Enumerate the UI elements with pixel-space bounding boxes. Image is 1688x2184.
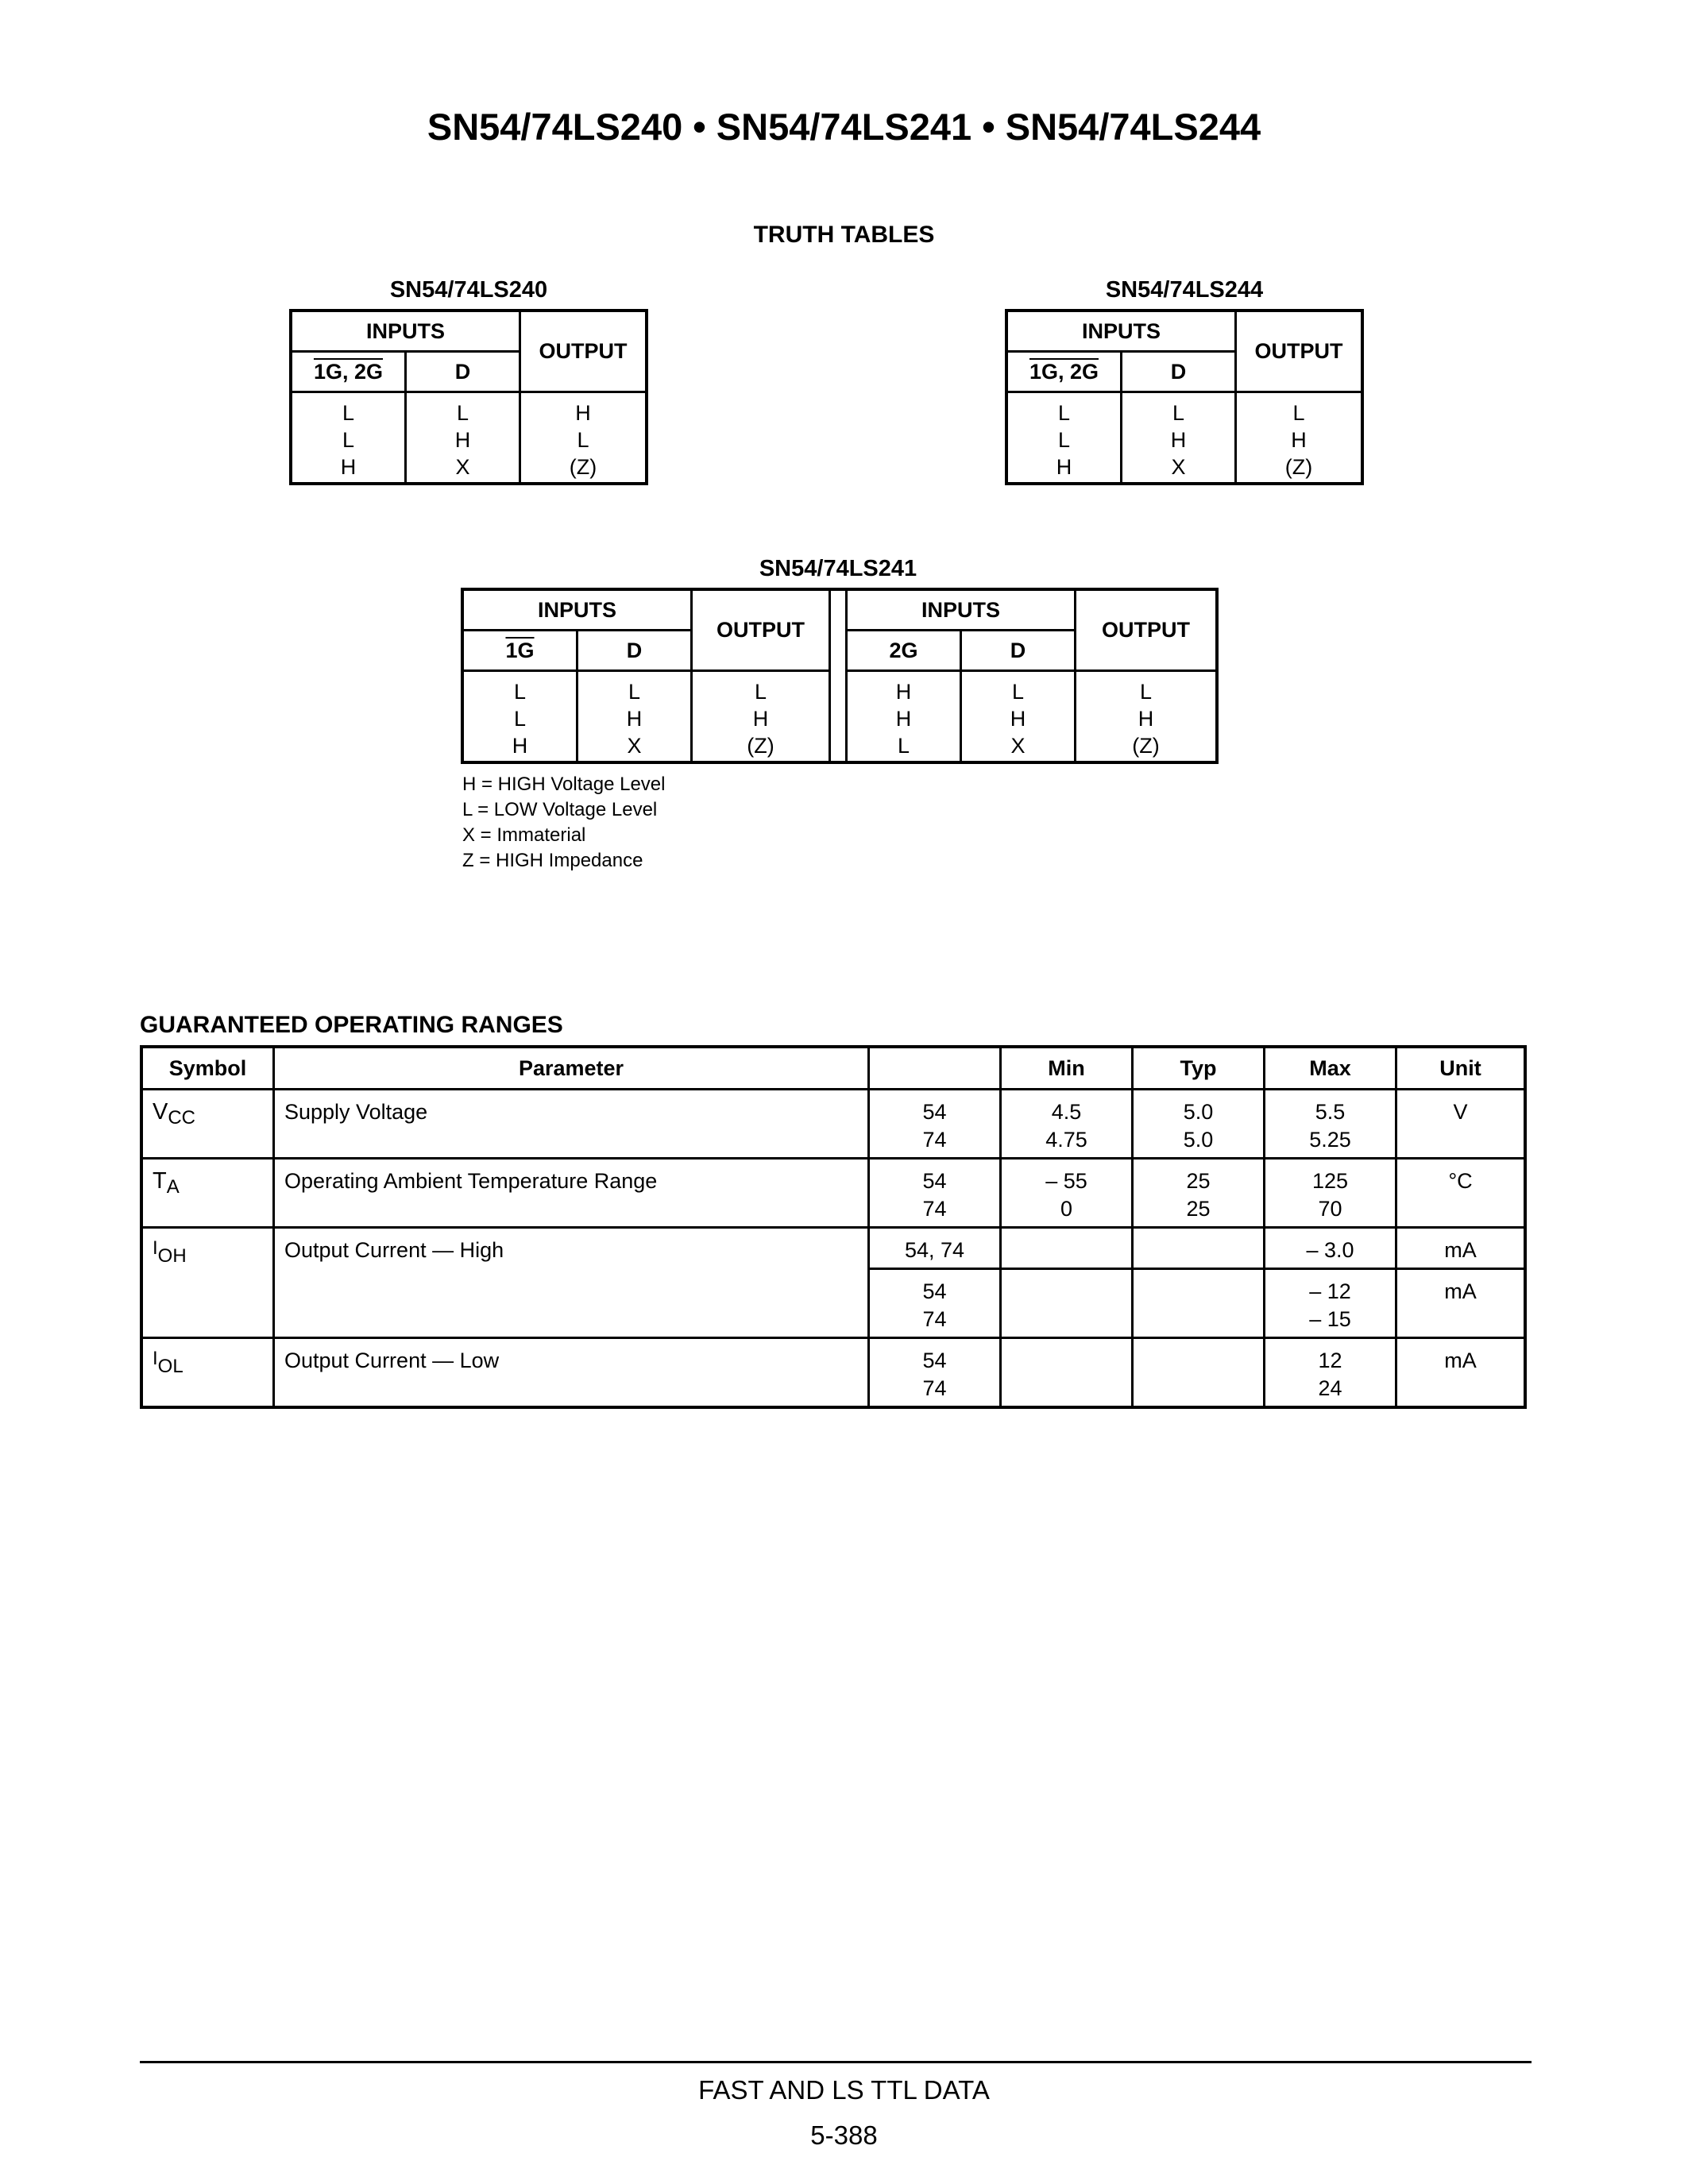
ls244-output-header: OUTPUT (1236, 311, 1363, 392)
cell: (Z) (569, 455, 597, 479)
parameter-cell: Operating Ambient Temperature Range (274, 1159, 869, 1228)
device-cell (869, 1269, 1001, 1338)
cell: 25 (1186, 1169, 1211, 1193)
ls241-table-title: SN54/74LS241 (759, 556, 917, 581)
cell: L (754, 680, 767, 704)
ls244-data-header: D (1122, 352, 1236, 392)
cell: 54 (922, 1279, 947, 1303)
cell: 74 (922, 1128, 947, 1152)
ls240-table-title: SN54/74LS240 (389, 277, 548, 303)
device-cell (869, 1338, 1001, 1408)
ls241-left-inputs-header: INPUTS (462, 589, 692, 631)
min-cell (1001, 1228, 1133, 1269)
cell: L (1057, 428, 1071, 452)
cell: 54 (922, 1100, 947, 1124)
ls241-left-data-column (577, 671, 692, 763)
ls240-truth-table (289, 309, 648, 485)
cell: 125 (1311, 1169, 1349, 1193)
cell: 74 (922, 1307, 947, 1331)
cell: H (1010, 707, 1026, 731)
cell: X (1010, 734, 1026, 758)
device-cell (869, 1090, 1001, 1159)
min-cell (1001, 1090, 1133, 1159)
operating-ranges-heading: GUARANTEED OPERATING RANGES (140, 1012, 563, 1038)
cell: 74 (922, 1197, 947, 1221)
cell: H (1056, 455, 1072, 479)
cell: (Z) (1132, 734, 1160, 758)
ls241-truth-table (461, 588, 1219, 764)
cell: – 55 (1045, 1169, 1087, 1193)
page-title: SN54/74LS240 • SN54/74LS241 • SN54/74LS244 (427, 106, 1261, 148)
ls241-left-output-column (692, 671, 830, 763)
cell: H (1291, 428, 1307, 452)
min-cell (1001, 1269, 1133, 1338)
cell: H (626, 707, 643, 731)
cell: 5.0 (1183, 1128, 1214, 1152)
cell: 5.0 (1183, 1100, 1214, 1124)
cell: 5.5 (1315, 1100, 1346, 1124)
header-unit: Unit (1396, 1047, 1526, 1090)
ls241-right-output-column (1076, 671, 1218, 763)
max-cell (1265, 1159, 1396, 1228)
cell: 54 (922, 1349, 947, 1372)
cell: L (628, 680, 641, 704)
cell: 74 (922, 1376, 947, 1400)
cell: L (1011, 680, 1025, 704)
ls244-enable-column (1006, 392, 1122, 484)
cell: H (1138, 707, 1154, 731)
cell: H (340, 455, 357, 479)
truth-table-legend (462, 772, 665, 874)
cell: (Z) (1284, 455, 1313, 479)
cell: L (577, 428, 589, 452)
table-row (141, 1228, 1525, 1269)
ls244-table-title: SN54/74LS244 (1105, 277, 1264, 303)
typ-cell (1133, 1159, 1265, 1228)
unit-cell: V (1396, 1090, 1526, 1159)
cell: L (342, 401, 355, 425)
ls241-right-data-column (961, 671, 1076, 763)
cell: L (1292, 401, 1305, 425)
cell: 24 (1318, 1376, 1342, 1400)
symbol-letter: I (153, 1348, 158, 1369)
parameter-cell: Supply Voltage (274, 1090, 869, 1159)
min-cell (1001, 1338, 1133, 1408)
ls244-enable-header: 1G, 2G (1006, 352, 1122, 392)
legend-item: L = LOW Voltage Level (462, 799, 658, 820)
symbol-subscript: OL (157, 1356, 183, 1377)
ls240-output-header: OUTPUT (520, 311, 647, 392)
ls241-gap (830, 589, 847, 762)
symbol-letter: V (153, 1099, 168, 1125)
header-symbol: Symbol (141, 1047, 274, 1090)
cell: 12 (1318, 1349, 1342, 1372)
ls244-output-column (1236, 392, 1363, 484)
ls240-data-header: D (406, 352, 520, 392)
symbol-subscript: A (166, 1176, 180, 1198)
max-cell (1265, 1338, 1396, 1408)
operating-ranges-table (140, 1045, 1527, 1409)
legend-item: Z = HIGH Impedance (462, 850, 643, 871)
header-device (869, 1047, 1001, 1090)
cell: 70 (1318, 1197, 1342, 1221)
max-cell (1265, 1090, 1396, 1159)
footer-text: FAST AND LS TTL DATA (698, 2075, 990, 2105)
cell: 4.75 (1045, 1128, 1087, 1152)
ls244-data-column (1122, 392, 1236, 484)
unit-cell: °C (1396, 1159, 1526, 1228)
header-typ: Typ (1133, 1047, 1265, 1090)
typ-cell (1133, 1338, 1265, 1408)
cell: (Z) (747, 734, 774, 758)
parameter-cell: Output Current — Low (274, 1338, 869, 1408)
table-row (141, 1338, 1525, 1408)
unit-cell: mA (1396, 1269, 1526, 1338)
ls240-enable-column (291, 392, 406, 484)
symbol-letter: I (153, 1237, 158, 1259)
cell: L (342, 428, 355, 452)
symbol-ioh (141, 1228, 274, 1338)
table-row (141, 1090, 1525, 1159)
ls241-2g-column (847, 671, 961, 763)
cell: 25 (1186, 1197, 1211, 1221)
device-cell: 54, 74 (869, 1228, 1001, 1269)
cell: – 15 (1309, 1307, 1351, 1331)
device-cell (869, 1159, 1001, 1228)
cell: 5.25 (1309, 1128, 1351, 1152)
typ-cell (1133, 1090, 1265, 1159)
ls244-inputs-header: INPUTS (1006, 311, 1236, 352)
symbol-iol (141, 1338, 274, 1408)
symbol-vcc (141, 1090, 274, 1159)
cell: L (456, 401, 469, 425)
cell: L (1139, 680, 1153, 704)
cell: L (897, 734, 910, 758)
ls241-right-data-header: D (961, 631, 1076, 671)
ls241-1g-column (462, 671, 577, 763)
min-cell (1001, 1159, 1133, 1228)
parameter-cell: Output Current — High (274, 1228, 869, 1338)
cell: H (895, 707, 912, 731)
truth-tables-heading: TRUTH TABLES (753, 222, 935, 248)
max-cell (1265, 1269, 1396, 1338)
cell: H (512, 734, 528, 758)
ls241-right-output-header: OUTPUT (1076, 589, 1218, 671)
typ-cell (1133, 1228, 1265, 1269)
cell: L (513, 680, 527, 704)
table-row (141, 1159, 1525, 1228)
legend-item: X = Immaterial (462, 824, 586, 846)
ls241-right-inputs-header: INPUTS (847, 589, 1076, 631)
cell: L (513, 707, 527, 731)
ls241-2g-header: 2G (847, 631, 961, 671)
ls240-output-column (520, 392, 647, 484)
ls240-inputs-header: INPUTS (291, 311, 520, 352)
ls241-left-data-header: D (577, 631, 692, 671)
ls241-1g-header: 1G (462, 631, 577, 671)
cell: 54 (922, 1169, 947, 1193)
cell: H (454, 428, 471, 452)
cell: X (627, 734, 642, 758)
unit-cell: mA (1396, 1338, 1526, 1408)
symbol-subscript: CC (168, 1107, 196, 1129)
footer-divider (140, 2061, 1532, 2063)
cell: H (575, 401, 591, 425)
cell: – 12 (1309, 1279, 1351, 1303)
cell: L (1172, 401, 1185, 425)
legend-item: H = HIGH Voltage Level (462, 774, 666, 795)
cell: H (752, 707, 769, 731)
ls240-data-column (406, 392, 520, 484)
symbol-letter: T (153, 1168, 167, 1194)
ls241-left-output-header: OUTPUT (692, 589, 830, 671)
ls244-truth-table (1005, 309, 1364, 485)
symbol-subscript: OH (157, 1245, 187, 1267)
cell: X (455, 455, 470, 479)
cell: 4.5 (1051, 1100, 1082, 1124)
cell: L (1057, 401, 1071, 425)
symbol-ta (141, 1159, 274, 1228)
cell: 0 (1060, 1197, 1073, 1221)
typ-cell (1133, 1269, 1265, 1338)
max-cell: – 3.0 (1265, 1228, 1396, 1269)
cell: X (1171, 455, 1186, 479)
unit-cell: mA (1396, 1228, 1526, 1269)
header-max: Max (1265, 1047, 1396, 1090)
header-min: Min (1001, 1047, 1133, 1090)
page-number: 5-388 (810, 2120, 878, 2150)
ls240-enable-header: 1G, 2G (291, 352, 406, 392)
cell: H (1170, 428, 1187, 452)
header-parameter: Parameter (274, 1047, 869, 1090)
cell: H (895, 680, 912, 704)
